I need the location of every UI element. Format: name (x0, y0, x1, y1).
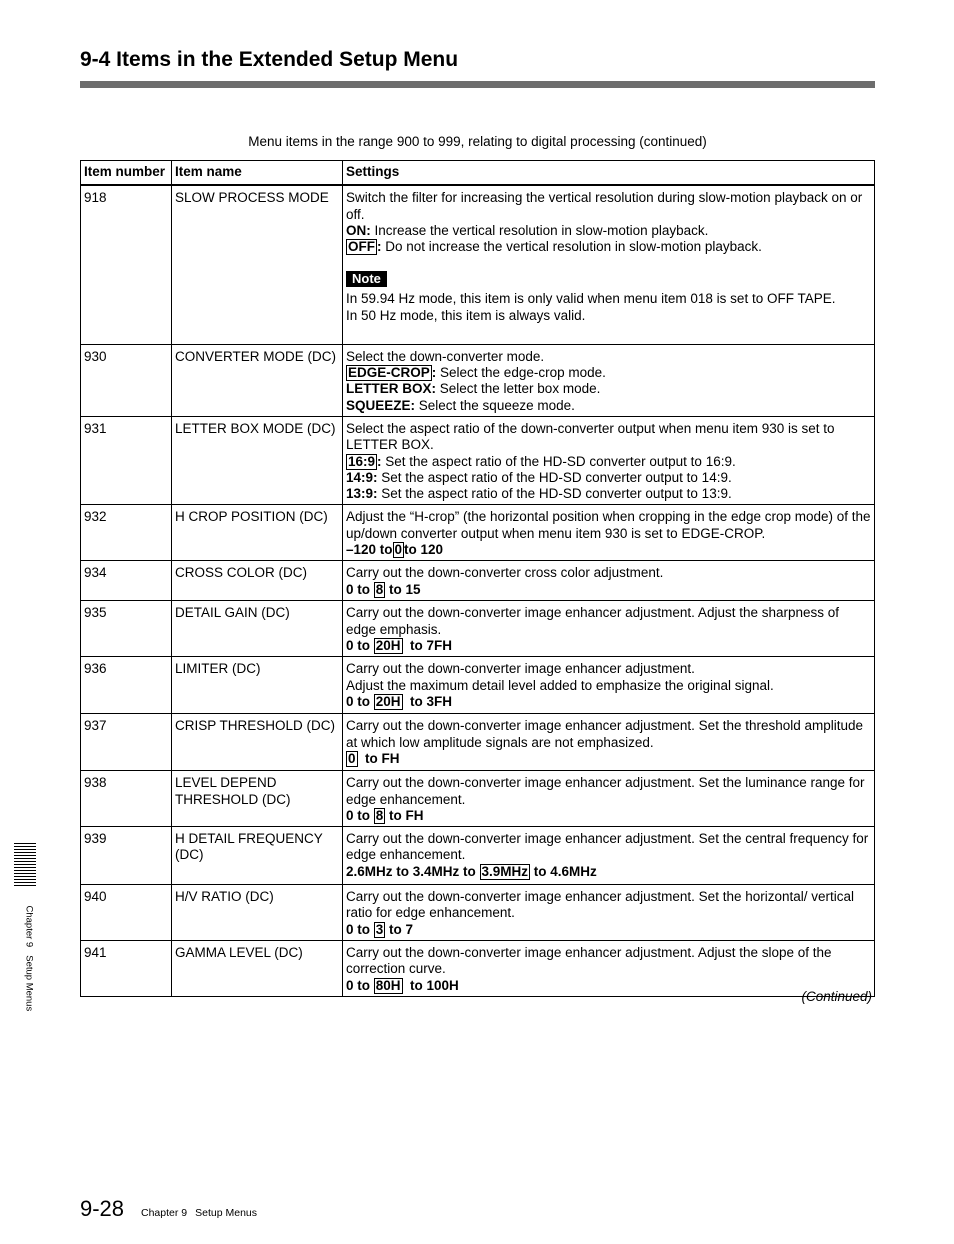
table-row (81, 885, 875, 941)
range-default: 3 (375, 921, 384, 937)
table-row (81, 657, 875, 714)
option-text: Set the aspect ratio of the HD-SD converter output to 13:9. (377, 486, 732, 502)
item-settings (343, 416, 875, 504)
item-settings (343, 827, 875, 885)
settings-intro: Select the aspect ratio of the down-converter output when menu item 930 is set to LETTER BOX. (346, 420, 835, 453)
continued-note: (Continued) (801, 989, 872, 1004)
default-option-label: EDGE-CROP (348, 365, 430, 381)
settings-range (346, 694, 871, 710)
range-start: 0 to (346, 693, 374, 709)
section-title: 9-4 Items in the Extended Setup Menu (80, 48, 459, 71)
table-row (81, 941, 875, 997)
item-settings (343, 714, 875, 771)
range-start: 0 to (346, 637, 374, 653)
settings-intro: Adjust the maximum detail level added to emphasize the original signal. (346, 677, 774, 693)
item-number: 936 (81, 657, 172, 714)
item-settings (343, 505, 875, 561)
option-label: SQUEEZE: (346, 397, 416, 413)
item-settings (343, 185, 875, 344)
range-end: to 7 (385, 921, 414, 937)
item-number: 932 (81, 505, 172, 561)
footer-chapter-number: Chapter 9 (141, 1207, 188, 1219)
page-number: 9-28 (80, 1196, 125, 1221)
default-option-label: OFF (348, 239, 375, 255)
item-name: DETAIL GAIN (DC) (172, 601, 343, 657)
range-default: 8 (375, 581, 384, 597)
table-row (81, 714, 875, 771)
option-text: Set the aspect ratio of the HD-SD converter output to 14:9. (377, 469, 732, 485)
footer-chapter-label (141, 1207, 265, 1219)
header-item-number: Item number (81, 161, 172, 186)
settings-intro: Select the down-converter mode. (346, 348, 545, 364)
item-name: H DETAIL FREQUENCY (DC) (172, 827, 343, 885)
option-colon: : (377, 453, 382, 469)
item-name: CONVERTER MODE (DC) (172, 344, 343, 416)
settings-intro: Carry out the down-converter cross color adjustment. (346, 565, 664, 581)
item-name: GAMMA LEVEL (DC) (172, 941, 343, 997)
item-name: CROSS COLOR (DC) (172, 561, 343, 601)
item-settings (343, 344, 875, 416)
settings-intro: Carry out the down-converter image enhancer adjustment. Set the central frequency for edge enhancement. (346, 831, 869, 863)
settings-option (346, 454, 871, 470)
option-text: Set the aspect ratio of the HD-SD converter output to 16:9. (381, 453, 736, 469)
option-text: Increase the vertical resolution in slow-motion playback. (370, 222, 709, 238)
range-default: 20H (375, 693, 401, 709)
chapter-thumb-tab (14, 843, 36, 887)
item-name: SLOW PROCESS MODE (172, 185, 343, 344)
settings-range (346, 638, 871, 654)
range-start: 0 to (346, 581, 374, 597)
settings-intro: Carry out the down-converter image enhancer adjustment. (346, 661, 695, 677)
settings-intro: Adjust the “H-crop” (the horizontal position when cropping in the edge crop mode) of the up/down converter output when menu item 930 is set to EDGE-CROP. (346, 509, 871, 541)
item-number: 931 (81, 416, 172, 504)
note-text: In 59.94 Hz mode, this item is only valid when menu item 018 is set to OFF TAPE. (346, 291, 836, 307)
item-number: 918 (81, 185, 172, 344)
item-settings (343, 885, 875, 941)
item-number: 934 (81, 561, 172, 601)
option-colon: : (377, 239, 382, 255)
item-number: 938 (81, 771, 172, 827)
item-name: LETTER BOX MODE (DC) (172, 416, 343, 504)
item-settings (343, 657, 875, 714)
option-label: LETTER BOX: (346, 381, 436, 397)
table-row (81, 344, 875, 416)
range-start: 0 to (346, 807, 374, 823)
item-number: 939 (81, 827, 172, 885)
settings-intro: Carry out the down-converter image enhancer adjustment. Set the threshold amplitude at which low amplitude signals are not emphasized. (346, 718, 864, 750)
range-end: to FH (385, 807, 424, 823)
item-name: LIMITER (DC) (172, 657, 343, 714)
settings-intro: Carry out the down-converter image enhancer adjustment. Set the horizontal/ vertical ratio for edge enhancement. (346, 889, 855, 921)
range-default: 0 (394, 542, 403, 558)
side-chapter-title: Setup Menus (23, 955, 35, 1012)
range-start: 0 to (346, 921, 374, 937)
range-end: to 4.6MHz (530, 863, 597, 879)
item-settings (343, 941, 875, 997)
footer-chapter-title: Setup Menus (195, 1207, 257, 1219)
range-start: 2.6MHz to 3.4MHz to (346, 863, 480, 879)
header-settings: Settings (343, 161, 875, 186)
range-start: 0 to (346, 977, 374, 993)
option-label: 13:9: (346, 486, 378, 502)
menu-items-table (80, 160, 875, 997)
settings-range (346, 864, 871, 880)
range-default: 0 (348, 750, 356, 766)
settings-range (346, 542, 871, 558)
table-row (81, 601, 875, 657)
item-number: 930 (81, 344, 172, 416)
option-text: Do not increase the vertical resolution in slow-motion playback. (381, 239, 762, 255)
table-header-row (81, 161, 875, 186)
settings-intro: Carry out the down-converter image enhancer adjustment. Adjust the slope of the correction curve. (346, 945, 832, 977)
range-end: to 7FH (402, 637, 453, 653)
range-end: to 15 (385, 581, 421, 597)
option-text: Select the squeeze mode. (415, 397, 575, 413)
settings-option (346, 223, 871, 239)
range-default: 20H (375, 637, 401, 653)
settings-range (346, 582, 871, 598)
settings-option (346, 470, 871, 486)
settings-range (346, 978, 871, 994)
side-chapter-number: Chapter 9 (23, 905, 35, 948)
range-end: to 100H (402, 977, 459, 993)
table-row (81, 416, 875, 504)
range-default: 3.9MHz (481, 863, 529, 879)
settings-intro: Switch the filter for increasing the vertical resolution during slow-motion playback on or off. (346, 190, 863, 222)
settings-intro: Carry out the down-converter image enhancer adjustment. Set the luminance range for edge enhancement. (346, 775, 865, 807)
table-row (81, 827, 875, 885)
title-rule (80, 81, 875, 88)
settings-option (346, 239, 871, 255)
settings-option (346, 365, 871, 381)
item-name: H/V RATIO (DC) (172, 885, 343, 941)
item-settings (343, 561, 875, 601)
range-end: to 3FH (402, 693, 453, 709)
table-row (81, 561, 875, 601)
item-number: 937 (81, 714, 172, 771)
settings-option (346, 381, 871, 397)
item-number: 941 (81, 941, 172, 997)
item-name: CRISP THRESHOLD (DC) (172, 714, 343, 771)
item-number: 940 (81, 885, 172, 941)
side-chapter-label (24, 906, 35, 1026)
item-number: 935 (81, 601, 172, 657)
range-start: –120 to (346, 542, 393, 558)
range-default: 8 (375, 807, 384, 823)
item-name: LEVEL DEPEND THRESHOLD (DC) (172, 771, 343, 827)
settings-range (346, 808, 871, 824)
table-row (81, 771, 875, 827)
settings-range (346, 751, 871, 767)
note-badge: Note (346, 271, 387, 287)
item-settings (343, 771, 875, 827)
range-end: to FH (357, 750, 400, 766)
option-label: 14:9: (346, 469, 378, 485)
settings-option (346, 398, 871, 414)
item-name: H CROP POSITION (DC) (172, 505, 343, 561)
note-text: In 50 Hz mode, this item is always valid. (346, 307, 586, 323)
option-colon: : (431, 365, 437, 381)
default-option-label: 16:9 (348, 453, 376, 469)
range-end: to 120 (404, 542, 444, 558)
option-text: Select the edge-crop mode. (436, 365, 606, 381)
settings-range (346, 922, 871, 938)
settings-intro: Carry out the down-converter image enhancer adjustment. Adjust the sharpness of edge emphasis. (346, 605, 840, 637)
range-default: 80H (375, 977, 401, 993)
settings-option (346, 486, 871, 502)
table-caption: Menu items in the range 900 to 999, relating to digital processing (continued) (248, 134, 707, 149)
option-text: Select the letter box mode. (436, 381, 601, 397)
table-row (81, 185, 875, 344)
table-row (81, 505, 875, 561)
header-item-name: Item name (172, 161, 343, 186)
item-settings (343, 601, 875, 657)
option-label: ON: (346, 222, 371, 238)
